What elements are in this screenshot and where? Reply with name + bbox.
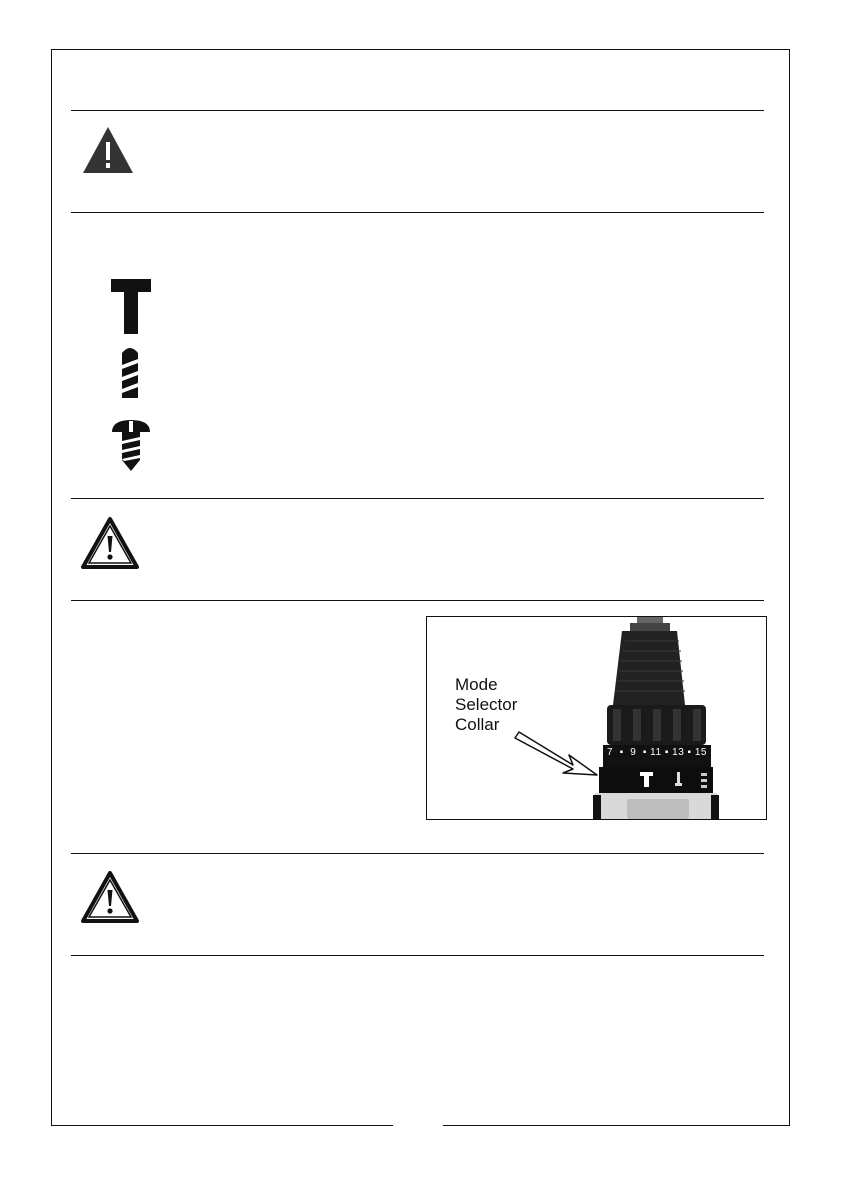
label-line: Selector	[455, 695, 518, 714]
drill-bit-mode-icon	[118, 343, 142, 399]
label-line: Mode	[455, 675, 498, 694]
page-border	[51, 49, 790, 1126]
warning-triangle-filled-icon	[82, 125, 134, 175]
section-divider	[71, 110, 764, 111]
section-divider	[71, 498, 764, 499]
warning-triangle-outline-icon	[80, 516, 140, 570]
drill-photo	[426, 616, 767, 820]
label-line: Collar	[455, 715, 500, 734]
page-border-bottom-left	[51, 1125, 393, 1126]
section-divider	[71, 600, 764, 601]
page-border-bottom-right	[443, 1125, 789, 1126]
screw-mode-icon	[110, 418, 152, 472]
section-divider	[71, 853, 764, 854]
mode-selector-collar-label	[455, 675, 517, 735]
section-divider	[71, 212, 764, 213]
dial-numbers: 7 ▪ 9 ▪ 11 ▪ 13 ▪ 15	[607, 747, 707, 758]
section-divider	[71, 955, 764, 956]
hammer-mode-icon	[110, 278, 152, 334]
warning-triangle-outline-icon	[80, 870, 140, 924]
